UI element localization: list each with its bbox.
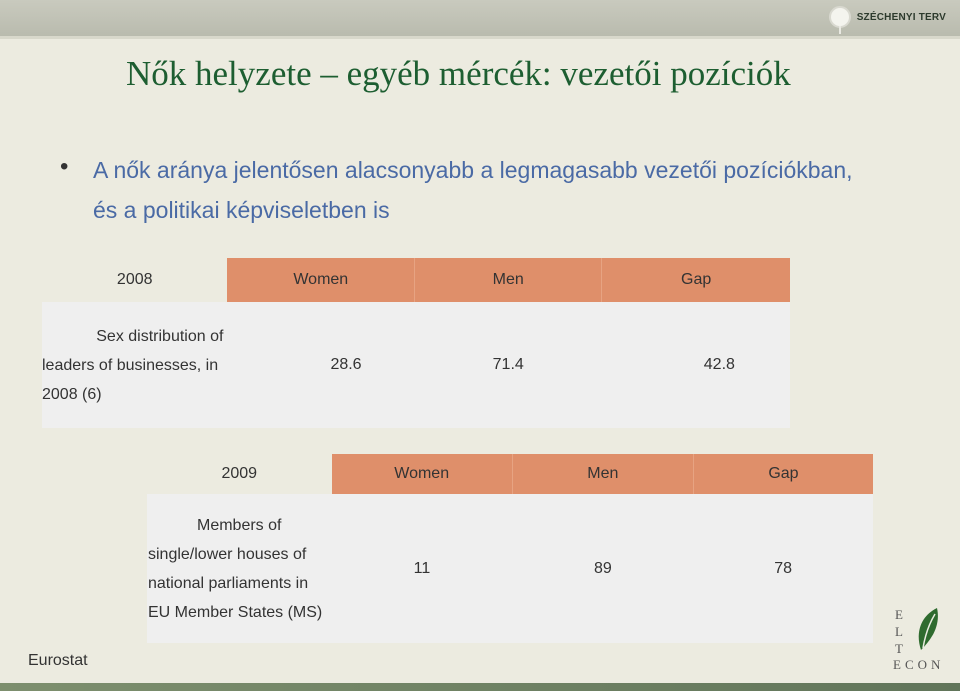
row-label-line: EU Member States (MS): [148, 603, 323, 621]
szechenyi-logo-icon: [829, 6, 851, 28]
top-divider: [0, 36, 960, 39]
elte-letter: L: [895, 624, 903, 639]
elte-letters: [893, 606, 905, 657]
value-gap: 42.8: [703, 356, 735, 373]
source-label: Eurostat: [28, 652, 88, 669]
table-header-row: [147, 454, 873, 494]
elte-letter: E: [895, 607, 903, 622]
table-row: [42, 302, 790, 428]
szechenyi-logo: [829, 2, 946, 32]
header-men: Men: [512, 454, 693, 494]
top-bar: [0, 0, 960, 36]
value-men: 89: [593, 559, 612, 577]
row-label-line: single/lower houses of: [148, 545, 307, 563]
row-label-line: national parliaments in: [148, 574, 309, 592]
slide-title: Nők helyzete – egyéb mércék: vezetői pozíciók: [126, 54, 791, 93]
header-gap: Gap: [602, 258, 790, 302]
header-women: Women: [332, 454, 513, 494]
header-men: Men: [415, 258, 602, 302]
header-year: 2009: [221, 465, 258, 482]
table-header-row: [42, 258, 790, 302]
bullet-text: A nők aránya jelentősen alacsonyabb a legmagasabb vezetői pozíciókban, és a politikai képviseletben is: [93, 157, 853, 223]
bottom-bar: [0, 683, 960, 691]
szechenyi-logo-text: SZÉCHENYI TERV: [856, 11, 946, 23]
value-women: 11: [413, 559, 431, 577]
row-label-line: leaders of businesses, in: [42, 356, 219, 374]
value-men: 71.4: [492, 356, 524, 373]
header-gap: Gap: [693, 454, 873, 494]
table-2008: [42, 258, 790, 428]
row-label: [42, 302, 227, 428]
row-label-line: Sex distribution of: [96, 327, 224, 345]
row-label-line: 2008 (6): [42, 385, 102, 403]
row-label-line: Members of: [197, 516, 282, 534]
elte-econ-text: ECON: [893, 657, 945, 672]
table-row: [147, 494, 873, 643]
elte-econ-logo: [893, 606, 953, 676]
leaf-icon: [911, 606, 943, 654]
elte-letter: T: [895, 641, 903, 656]
header-women: Women: [227, 258, 414, 302]
table-2009: [147, 454, 873, 643]
row-label: [147, 494, 332, 643]
header-year: 2008: [116, 271, 153, 288]
value-women: 28.6: [330, 356, 362, 373]
bullet-icon: •: [60, 153, 69, 180]
value-gap: 78: [774, 559, 793, 577]
